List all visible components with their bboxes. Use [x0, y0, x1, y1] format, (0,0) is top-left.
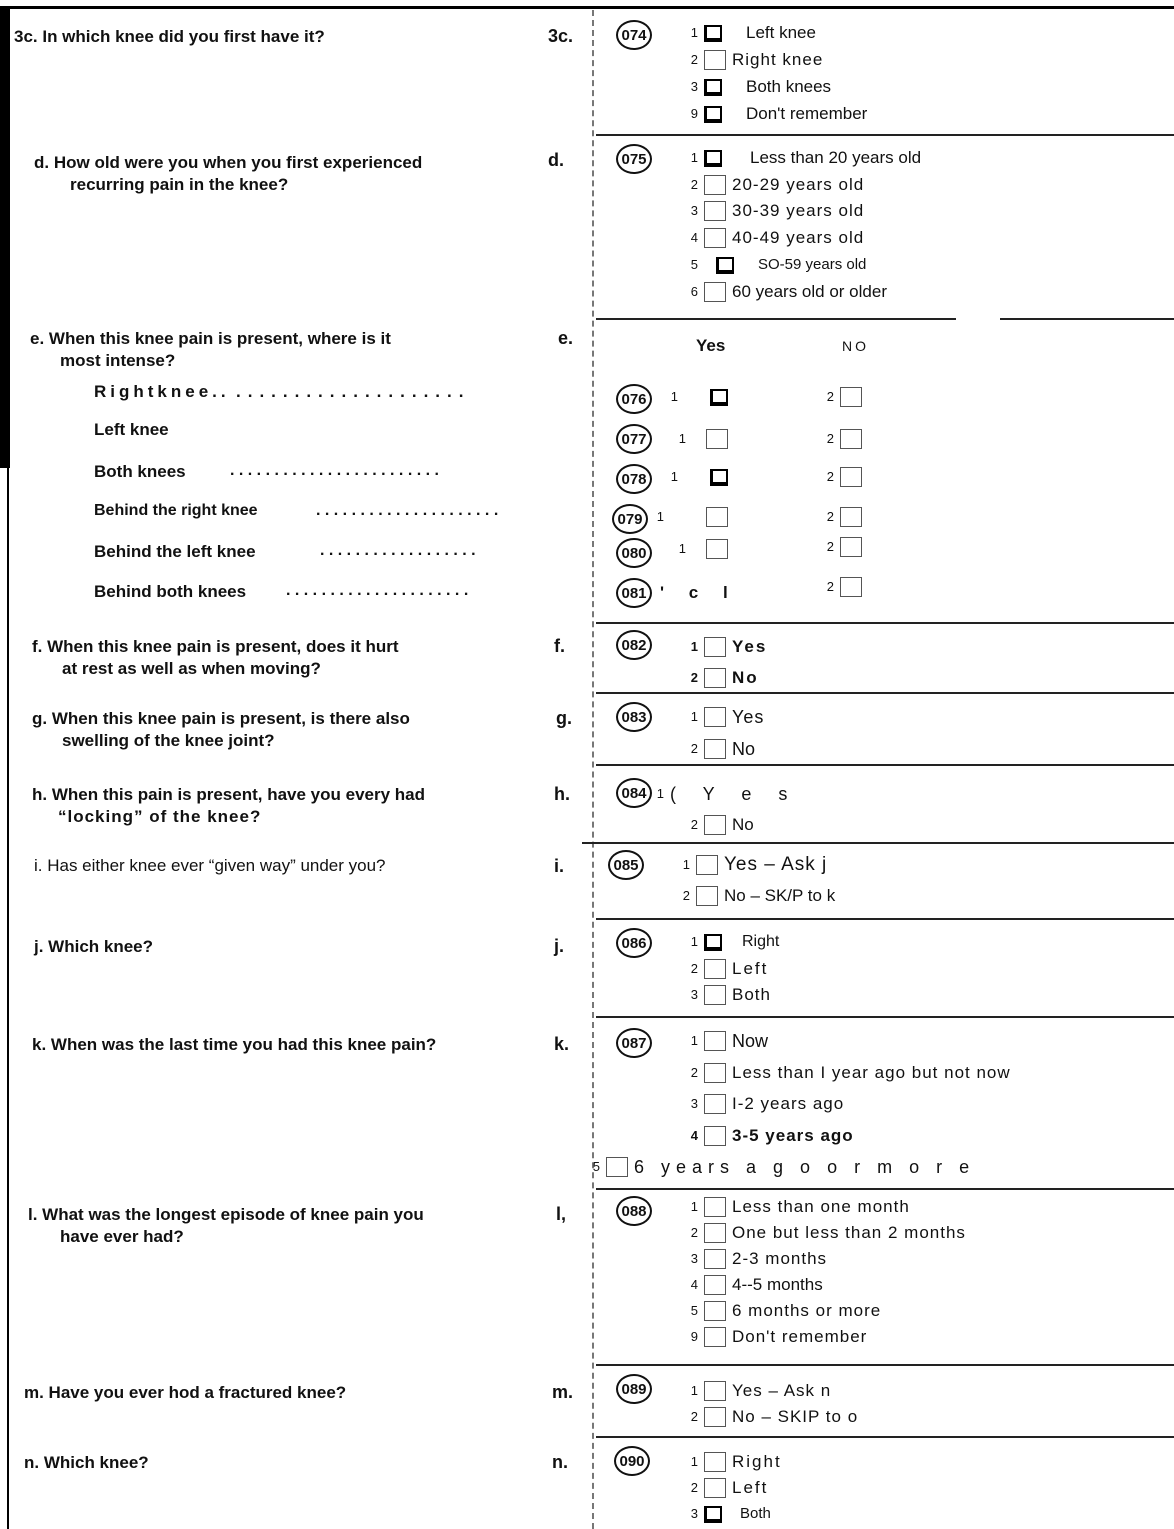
answer-option[interactable]: 2 No: [690, 739, 756, 759]
section-divider: [596, 134, 1174, 136]
checkbox[interactable]: [840, 467, 862, 487]
answer-option[interactable]: 1 Yes – Ask j: [682, 854, 828, 875]
checkbox[interactable]: [704, 1275, 726, 1295]
checkbox[interactable]: [704, 1063, 726, 1083]
checkbox[interactable]: [704, 1126, 726, 1146]
question-i: i. Has either knee ever “given way” under you?: [34, 856, 386, 875]
checkbox[interactable]: [696, 855, 718, 875]
item-code-oval: 077: [616, 424, 652, 454]
answer-option[interactable]: 3 Both knees: [690, 77, 832, 96]
answer-option[interactable]: 3 2-3 months: [690, 1249, 828, 1268]
section-divider: [596, 622, 1174, 624]
section-divider: [596, 1188, 1174, 1190]
section-divider: [582, 842, 1174, 844]
question-label: k.: [554, 1034, 570, 1054]
question-label: e.: [558, 328, 574, 348]
checkbox[interactable]: [840, 577, 862, 597]
answer-option[interactable]: 2 No: [690, 815, 754, 834]
checkbox[interactable]: [696, 886, 718, 906]
leader-dots: . . . . . . . . . . . . . . . . . . . . . . . .: [230, 462, 439, 479]
checkbox[interactable]: [704, 739, 726, 759]
checkbox[interactable]: [704, 150, 722, 167]
row-label: Both knees: [94, 462, 186, 481]
checkbox[interactable]: [710, 469, 728, 486]
section-divider: [596, 318, 956, 320]
answer-option[interactable]: 1 Yes: [690, 707, 765, 727]
section-divider: [596, 1016, 1174, 1018]
checkbox[interactable]: [704, 1249, 726, 1269]
question-label: l,: [556, 1204, 567, 1224]
yes-option[interactable]: 1: [664, 466, 728, 488]
answer-option[interactable]: 3 Both: [690, 1505, 771, 1522]
checkbox[interactable]: [704, 1407, 726, 1427]
section-divider: [1000, 318, 1174, 320]
item-code-oval: 085: [608, 850, 644, 880]
no-option[interactable]: 2: [820, 428, 862, 450]
yes-option[interactable]: 1: [664, 386, 728, 408]
question-g: g. When this knee pain is present, is there also swelling of the knee joint?: [32, 709, 410, 750]
no-column-header: NO: [842, 338, 869, 354]
no-option[interactable]: 2: [820, 386, 862, 408]
checkbox[interactable]: [704, 1478, 726, 1498]
question-e: e. When this knee pain is present, where is it most intense?: [30, 329, 391, 370]
answer-option[interactable]: 2 20-29 years old: [690, 175, 865, 194]
item-code-oval: 074: [616, 20, 652, 50]
checkbox[interactable]: [704, 1031, 726, 1051]
item-code-oval: 088: [616, 1196, 652, 1226]
checkbox[interactable]: [840, 507, 862, 527]
left-border-thick: [0, 6, 10, 468]
answer-option[interactable]: 3 30-39 years old: [690, 201, 865, 220]
section-divider: [596, 692, 1174, 694]
checkbox[interactable]: [704, 1381, 726, 1401]
item-code-oval: 083: [616, 702, 652, 732]
answer-option[interactable]: 5 SO-59 years old: [690, 256, 867, 273]
item-code-oval: 086: [616, 928, 652, 958]
checkbox[interactable]: [704, 106, 722, 123]
item-code-oval: 082: [616, 630, 652, 660]
checkbox[interactable]: [840, 429, 862, 449]
answer-option[interactable]: 5 6 years a g o o r m o r e: [592, 1157, 976, 1177]
question-label: i.: [554, 856, 565, 876]
question-d: d. How old were you when you first experienced recurring pain in the knee?: [34, 153, 423, 194]
checkbox[interactable]: [704, 637, 726, 657]
leader-dots: . . . . . . . . . . . . . . . . . . . . .: [286, 582, 469, 599]
answer-option[interactable]: 2 Left: [690, 959, 769, 978]
item-code-oval: 075: [616, 144, 652, 174]
answer-option[interactable]: 2 One but less than 2 months: [690, 1223, 966, 1242]
left-border-thin: [7, 468, 9, 1529]
row-label: Rightknee..: [94, 382, 230, 401]
row-label-left-knee: Left knee: [94, 420, 169, 439]
checkbox[interactable]: [710, 389, 728, 406]
answer-option[interactable]: 2 Less than I year ago but not now: [690, 1063, 1011, 1082]
no-option[interactable]: 2: [820, 536, 862, 558]
top-border: [0, 6, 1174, 9]
checkbox[interactable]: [704, 50, 726, 70]
checkbox[interactable]: [704, 25, 722, 42]
checkbox[interactable]: [704, 1094, 726, 1114]
no-option[interactable]: 2: [820, 576, 862, 598]
answer-option[interactable]: 1 Left knee: [690, 23, 816, 42]
question-label: n.: [552, 1452, 568, 1472]
question-label: d.: [548, 150, 564, 170]
answer-option[interactable]: 1 Less than 20 years old: [690, 148, 922, 167]
checkbox[interactable]: [704, 1327, 726, 1347]
answer-option[interactable]: 9 Don't remember: [690, 1327, 868, 1346]
checkbox[interactable]: [704, 959, 726, 979]
answer-option[interactable]: 2 No: [690, 668, 759, 687]
checkbox[interactable]: [704, 707, 726, 727]
row-label: Behind the right knee: [94, 502, 258, 519]
question-label: m.: [552, 1382, 574, 1402]
checkbox[interactable]: [704, 1301, 726, 1321]
section-divider: [596, 764, 1174, 766]
leader-dots: . . . . . . . . . . . . . . . . . .: [320, 542, 476, 559]
checkbox[interactable]: [840, 387, 862, 407]
answer-option[interactable]: 2 Left: [690, 1478, 769, 1497]
item-code-oval: 089: [616, 1374, 652, 1404]
checkbox[interactable]: [606, 1157, 628, 1177]
answer-option[interactable]: 3 I-2 years ago: [690, 1094, 845, 1113]
column-divider: [592, 10, 594, 1529]
checkbox[interactable]: [704, 1223, 726, 1243]
section-divider: [596, 918, 1174, 920]
question-3c: 3c. In which knee did you first have it?: [14, 27, 325, 46]
question-label: j.: [554, 936, 565, 956]
question-label: f.: [554, 636, 565, 656]
answer-option[interactable]: 1 Less than one month: [690, 1197, 910, 1216]
checkbox[interactable]: [706, 507, 728, 527]
leader-dots: ....................: [236, 382, 471, 401]
checkbox[interactable]: [704, 1506, 722, 1523]
row-label: Behind both knees: [94, 582, 247, 601]
item-code-oval: 078: [616, 464, 652, 494]
leader-dots: . . . . . . . . . . . . . . . . . . . . .: [316, 502, 499, 519]
question-m: m. Have you ever hod a fractured knee?: [24, 1383, 347, 1402]
checkbox[interactable]: [704, 175, 726, 195]
checkbox[interactable]: [704, 201, 726, 221]
checkbox[interactable]: [704, 934, 722, 951]
answer-option[interactable]: 5 6 months or more: [690, 1301, 882, 1320]
answer-option[interactable]: 2 No – SKIP to o: [690, 1407, 859, 1426]
question-j: j. Which knee?: [34, 937, 154, 956]
question-label: 3c.: [548, 26, 574, 46]
checkbox[interactable]: [704, 79, 722, 96]
checkbox[interactable]: [840, 537, 862, 557]
checkbox[interactable]: [704, 815, 726, 835]
question-f: f. When this knee pain is present, does it hurt at rest as well as when moving?: [32, 637, 399, 678]
answer-option[interactable]: 1 Yes: [690, 637, 768, 656]
yes-option[interactable]: 1: [650, 506, 728, 528]
checkbox[interactable]: [704, 228, 726, 248]
item-code-oval: 087: [616, 1028, 652, 1058]
checkbox[interactable]: [704, 668, 726, 688]
answer-option[interactable]: 1 Right: [690, 933, 780, 950]
row-label: Behind the left knee: [94, 542, 256, 561]
answer-option[interactable]: 4 40-49 years old: [690, 228, 865, 247]
section-divider: [596, 1364, 1174, 1366]
item-code-oval: 080: [616, 538, 652, 568]
yes-column-header: Yes: [696, 336, 726, 355]
question-k: k. When was the last time you had this knee pain?: [32, 1035, 437, 1054]
checkbox[interactable]: [706, 539, 728, 559]
answer-option[interactable]: 2 No – SK/P to k: [682, 886, 836, 905]
yes-option[interactable]: 1: [672, 428, 728, 450]
question-h: h. When this pain is present, have you every had “locking” of the knee?: [32, 785, 425, 826]
item-code-oval: 081: [616, 578, 652, 608]
question-l: l. What was the longest episode of knee pain you have ever had?: [28, 1205, 424, 1246]
answer-option[interactable]: 9 Don't remember: [690, 104, 868, 123]
answer-option[interactable]: 1 Now: [690, 1031, 769, 1051]
yes-option[interactable]: 1: [672, 538, 728, 560]
checkbox[interactable]: [704, 1197, 726, 1217]
no-option[interactable]: 2: [820, 466, 862, 488]
item-code-oval: 084: [616, 778, 652, 808]
yes-option[interactable]: ' c l: [660, 583, 738, 602]
section-divider: [596, 1436, 1174, 1438]
answer-option[interactable]: 1 ( Y e s: [656, 784, 799, 804]
checkbox[interactable]: [704, 1452, 726, 1472]
answer-option[interactable]: 1 Right: [690, 1452, 782, 1471]
question-label: g.: [556, 708, 572, 728]
answer-option[interactable]: 2 Right knee: [690, 50, 824, 69]
item-code-oval: 079: [612, 504, 648, 534]
question-label: h.: [554, 784, 570, 804]
checkbox[interactable]: [704, 282, 726, 302]
checkbox[interactable]: [716, 257, 734, 274]
item-code-oval: 076: [616, 384, 652, 414]
item-code-oval: 090: [614, 1446, 650, 1476]
answer-option[interactable]: 4 4--5 months: [690, 1275, 823, 1294]
checkbox[interactable]: [706, 429, 728, 449]
answer-option[interactable]: 3 Both: [690, 985, 771, 1004]
question-n: n. Which knee?: [24, 1453, 149, 1472]
checkbox[interactable]: [704, 985, 726, 1005]
answer-option[interactable]: 6 60 years old or older: [690, 282, 887, 301]
answer-option[interactable]: 4 3-5 years ago: [690, 1126, 854, 1145]
no-option[interactable]: 2: [820, 506, 862, 528]
answer-option[interactable]: 1 Yes – Ask n: [690, 1381, 832, 1400]
